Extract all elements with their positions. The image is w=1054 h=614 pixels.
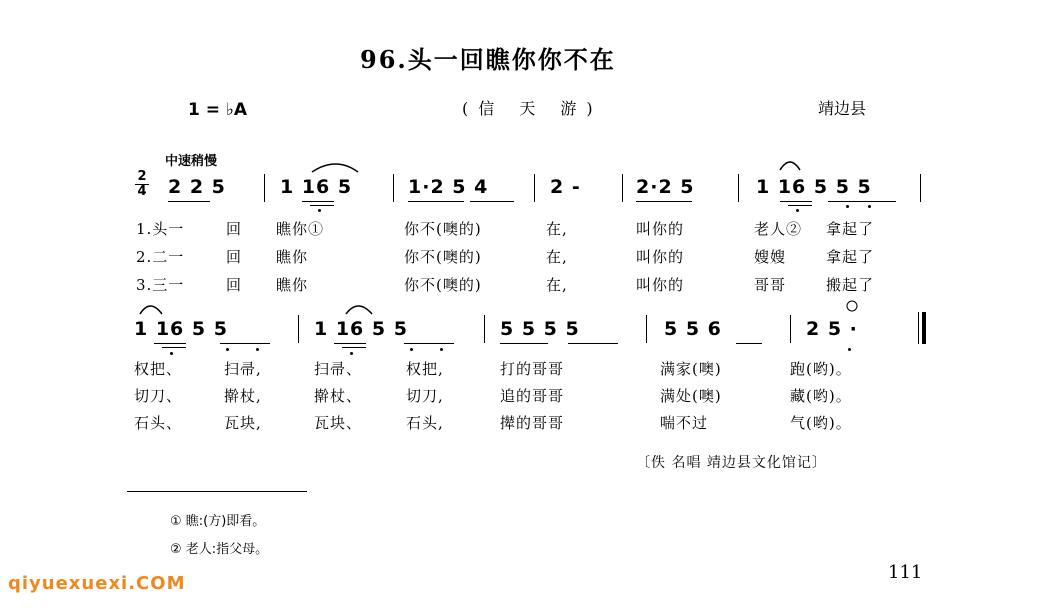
measure-1-5: 2·2 5 [636, 176, 695, 198]
lyric-cell: 1.头一 [136, 220, 185, 238]
measure-1-4: 2 - [550, 176, 581, 198]
slur [140, 306, 162, 314]
lyric-cell: 瞧你 [276, 248, 309, 266]
lyric-cell: 气(哟)。 [790, 414, 852, 432]
lyric-cell: 瞧你① [276, 220, 325, 238]
lyric-cell: 回 [226, 248, 243, 266]
lyric-cell: 2.二一 [136, 248, 185, 266]
lyric-cell: 嫂嫂 [754, 248, 787, 266]
lyric-cell: 满家(噢) [660, 360, 722, 378]
lyric-cell: 拿起了 [826, 248, 875, 266]
performer-credit: 〔佚 名唱 靖边县文化馆记〕 [636, 455, 827, 471]
lyric-cell: 你不(噢的) [404, 276, 482, 294]
footnote-rule [127, 491, 307, 492]
measure-1-6: 1 16 5 5 5 [756, 176, 872, 198]
lyric-cell: 哥哥 [754, 276, 787, 294]
measure-2-2: 1 16 5 5 [314, 318, 408, 340]
lyric-cell: 擀杖、 [314, 387, 363, 405]
lyric-cell: 瓦块、 [314, 414, 363, 432]
lyric-cell: 扫帚、 [314, 360, 363, 378]
lyric-cell: 切刀、 [134, 387, 183, 405]
lyric-cell: 撵的哥哥 [500, 414, 565, 432]
lyric-cell: 追的哥哥 [500, 387, 565, 405]
lyric-cell: 权把、 [134, 360, 183, 378]
lyric-cell: 石头, [406, 414, 444, 432]
song-title: 96.头一回瞧你你不在 [360, 45, 616, 74]
lyric-cell: 在, [546, 248, 568, 266]
lyric-cell: 叫你的 [636, 220, 685, 238]
lyric-cell: 瓦块, [224, 414, 262, 432]
slur [312, 164, 358, 172]
measure-2-1: 1 16 5 5 [134, 318, 228, 340]
lyric-cell: 擀杖, [224, 387, 262, 405]
lyric-cell: 你不(噢的) [404, 248, 482, 266]
measure-1-3: 1·2 5 4 [408, 176, 489, 198]
lyric-cell: 满处(噢) [660, 387, 722, 405]
lyric-cell: 叫你的 [636, 276, 685, 294]
lyric-cell: 在, [546, 220, 568, 238]
slur [780, 162, 800, 170]
lyric-cell: 3.三一 [136, 276, 185, 294]
lyric-cell: 喘不过 [660, 414, 709, 432]
measure-2-5: 2 5 · [806, 318, 858, 340]
lyric-cell: 石头、 [134, 414, 183, 432]
lyric-cell: 跑(哟)。 [790, 360, 852, 378]
page-number: 111 [888, 562, 923, 583]
lyric-cell: 叫你的 [636, 248, 685, 266]
measure-2-3: 5 5 5 5 [500, 318, 580, 340]
lyric-cell: 扫帚, [224, 360, 262, 378]
footnote-1: ① 瞧:(方)即看。 [170, 514, 266, 529]
lyric-cell: 在, [546, 276, 568, 294]
key-signature: 1 = ♭A [188, 100, 248, 120]
lyric-cell: 老人② [754, 220, 803, 238]
lyric-cell: 拿起了 [826, 220, 875, 238]
measure-2-4: 5 5 6 [664, 318, 722, 340]
lyric-cell: 回 [226, 220, 243, 238]
song-style: (信 天 游) [462, 99, 603, 118]
lyric-cell: 搬起了 [826, 276, 875, 294]
site-watermark: qiyuexuexi.COM [8, 573, 186, 594]
lyric-cell: 权把, [406, 360, 444, 378]
region-label: 靖边县 [818, 99, 867, 118]
lyric-cell: 回 [226, 276, 243, 294]
slur [346, 306, 372, 314]
time-signature-bottom: 4 [137, 184, 147, 199]
time-signature-top: 2 [137, 169, 147, 184]
measure-1-2: 1 16 5 [280, 176, 353, 198]
lyric-cell: 你不(噢的) [404, 220, 482, 238]
lyric-cell: 打的哥哥 [500, 360, 565, 378]
measure-1-1: 2 2 5 [168, 176, 226, 198]
footnote-2: ② 老人:指父母。 [170, 542, 269, 557]
tempo-marking: 中速稍慢 [165, 154, 218, 169]
lyric-cell: 切刀, [406, 387, 444, 405]
lyric-cell: 藏(哟)。 [790, 387, 852, 405]
lyric-cell: 瞧你 [276, 276, 309, 294]
circled-mark [847, 301, 857, 311]
